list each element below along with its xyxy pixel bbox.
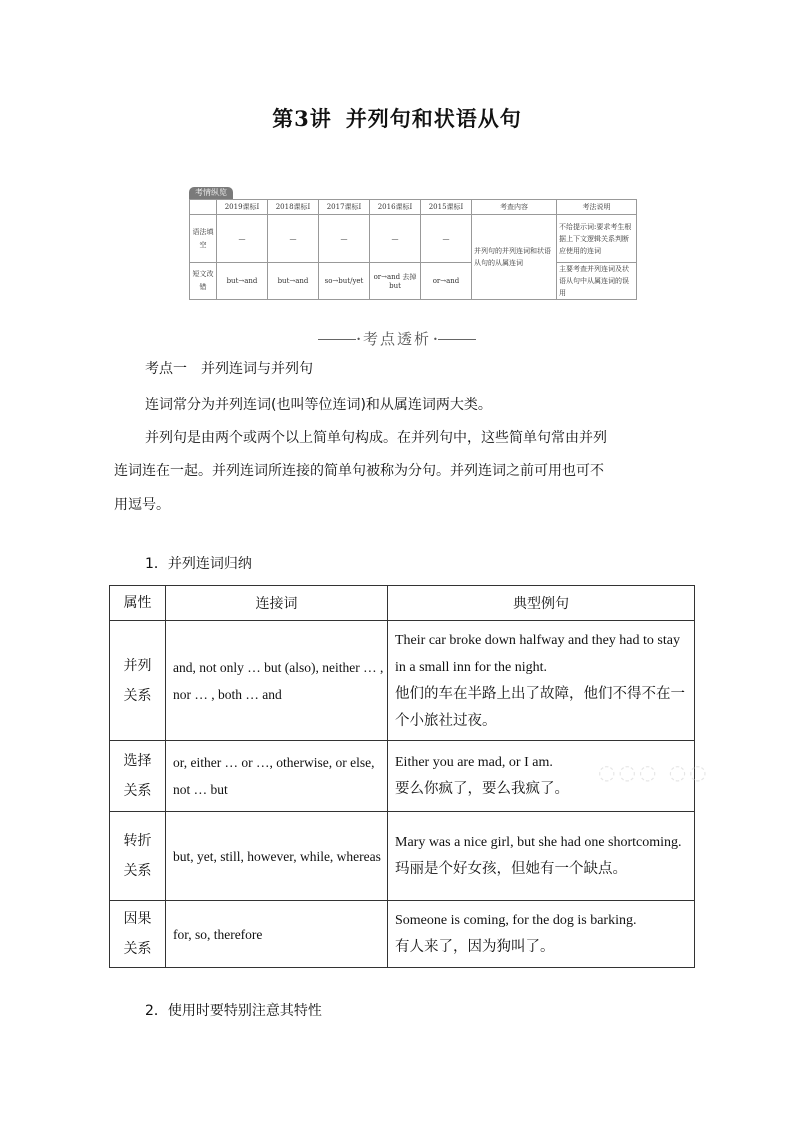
overview-header-content: 考查内容 (472, 200, 557, 215)
banner-dot: • (433, 335, 438, 344)
conjunction-cell: but, yet, still, however, while, whereas (166, 812, 388, 901)
example-chinese: 有人来了，因为狗叫了。 (395, 939, 555, 955)
page-title (0, 103, 794, 133)
section-banner-text: 考点透析 (362, 330, 431, 348)
overview-header-2018: 2018课标Ⅰ (268, 200, 319, 215)
example-english: Mary was a nice girl, but she had one shortcoming. (395, 835, 682, 850)
overview-cell: — (319, 215, 370, 263)
banner-dot: • (356, 335, 361, 344)
conjunction-cell: for, so, therefore (166, 901, 388, 968)
example-english: Their car broke down halfway and they had to stay in a small inn for the night. (395, 632, 680, 675)
example-cell (388, 812, 695, 901)
exam-overview-table (189, 199, 637, 300)
attribute-line: 并列 (123, 657, 152, 674)
overview-header-2016: 2016课标Ⅰ (370, 200, 421, 215)
attribute-cell (110, 812, 166, 901)
table-header: 典型例句 (388, 586, 695, 621)
overview-cell: — (421, 215, 472, 263)
table-row (110, 621, 695, 741)
attribute-line: 因果 (123, 911, 152, 927)
attribute-line: 关系 (123, 941, 152, 957)
subheading: 2．使用时要特别注意其特性 (145, 1003, 322, 1019)
paragraph-line: 连词连在一起。并列连词所连接的简单句被称为分句。并列连词之前可用也可不 (114, 463, 604, 479)
lecture-topic: 并列句和状语从句 (345, 106, 522, 131)
overview-row-head: 短文改错 (190, 263, 217, 300)
watermark: ◌◌◌ ◌◌ (598, 760, 710, 784)
table-header: 属性 (110, 586, 166, 621)
example-english: Either you are mad, or I am. (395, 755, 553, 770)
table-row (110, 901, 695, 968)
overview-header-2019: 2019课标Ⅰ (217, 200, 268, 215)
section-banner (0, 328, 794, 349)
overview-header-blank (190, 200, 217, 215)
example-cell (388, 621, 695, 741)
attribute-line: 关系 (123, 783, 152, 799)
overview-cell: so→but/yet (319, 263, 370, 300)
attribute-cell (110, 741, 166, 812)
exam-overview-tag: 考情纵览 (189, 187, 233, 199)
attribute-line: 转折 (123, 833, 152, 849)
banner-rule (438, 339, 476, 340)
overview-header-2015: 2015课标Ⅰ (421, 200, 472, 215)
overview-cell: but→and (268, 263, 319, 300)
attribute-cell (110, 901, 166, 968)
paragraph: 连词常分为并列连词(也叫等位连词)和从属连词两大类。 (145, 397, 492, 413)
example-cell (388, 901, 695, 968)
example-chinese: 他们的车在半路上出了故障，他们不得不在一个小旅社过夜。 (395, 685, 685, 729)
subheading: 1．并列连词归纳 (145, 556, 252, 572)
attribute-line: 关系 (123, 863, 152, 879)
overview-cell: — (217, 215, 268, 263)
exam-overview (189, 180, 637, 300)
overview-header-method: 考法说明 (557, 200, 637, 215)
overview-cell: — (370, 215, 421, 263)
attribute-line: 关系 (123, 687, 152, 704)
attribute-cell (110, 621, 166, 741)
example-chinese: 玛丽是个好女孩，但她有一个缺点。 (395, 861, 627, 877)
point-heading: 考点一 并列连词与并列句 (145, 361, 313, 377)
overview-cell: or→and (421, 263, 472, 300)
conjunction-cell: or, either … or …, otherwise, or else, not … but (166, 741, 388, 812)
paragraph-line: 用逗号。 (114, 497, 170, 513)
overview-row-head: 语法填空 (190, 215, 217, 263)
overview-cell: or→and 去掉but (370, 263, 421, 300)
overview-desc: 主要考查并列连词及状语从句中从属连词的误用 (557, 263, 637, 300)
attribute-line: 选择 (123, 753, 152, 769)
overview-cell: — (268, 215, 319, 263)
lecture-number: 第3讲 (272, 106, 332, 131)
banner-rule (318, 339, 356, 340)
overview-content: 并列句的并列连词和状语从句的从属连词 (472, 215, 557, 300)
overview-header-2017: 2017课标Ⅰ (319, 200, 370, 215)
overview-cell: but→and (217, 263, 268, 300)
table-header: 连接词 (166, 586, 388, 621)
table-row (110, 812, 695, 901)
example-english: Someone is coming, for the dog is barking. (395, 913, 637, 928)
overview-desc: 不给提示词:要求考生根据上下文逻辑关系判断应使用的连词 (557, 215, 637, 263)
paragraph-line: 并列句是由两个或两个以上简单句构成。在并列句中，这些简单句常由并列 (145, 430, 607, 446)
example-chinese: 要么你疯了，要么我疯了。 (395, 781, 569, 797)
conjunction-cell: and, not only … but (also), neither … , nor … , both … and (166, 621, 388, 741)
